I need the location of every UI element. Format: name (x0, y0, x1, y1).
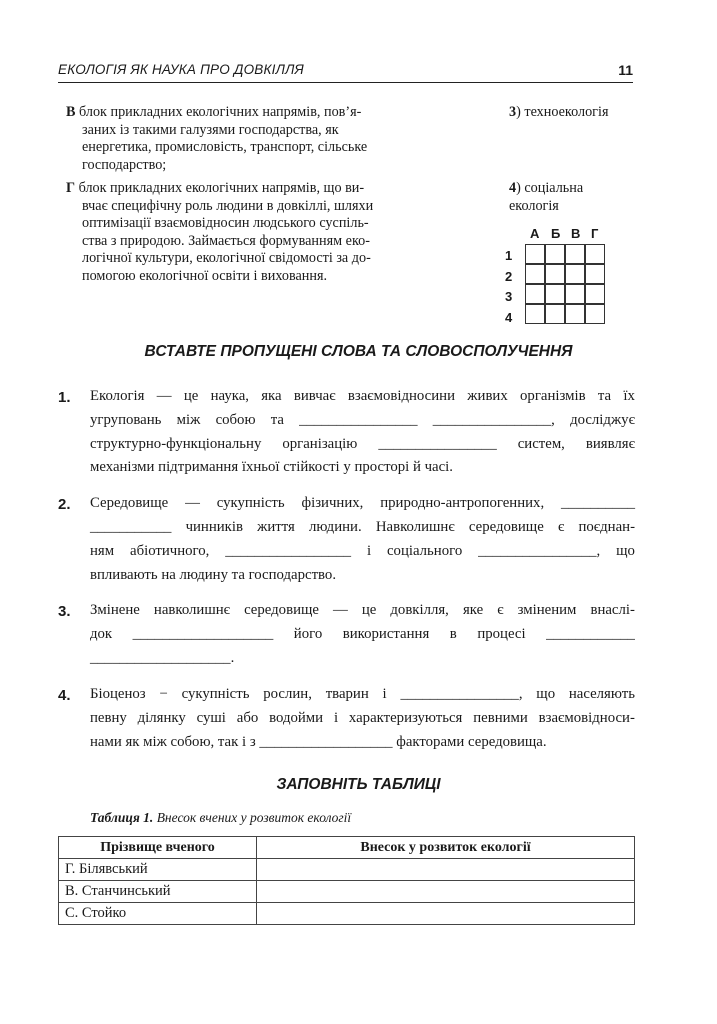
option-g-line: помогою екологічної освіти і виховання. (82, 267, 328, 284)
question-number: 3. (58, 603, 71, 620)
question-line: впливають на людину та господарство. (90, 567, 337, 583)
grid-row-label: 2 (505, 269, 513, 284)
page-number: 11 (618, 62, 633, 78)
grid-cell[interactable] (545, 244, 565, 264)
question-line: Екологія — це наука, яка вивчає взаємовідносини живих організмів та їх (90, 388, 635, 404)
table-caption-label: Таблиця 1. (90, 810, 154, 825)
question-line: механізми підтримання їхньої стійкості у просторі й часі. (90, 459, 453, 475)
grid-cell[interactable] (545, 304, 565, 324)
grid-col-label: В (571, 226, 581, 241)
option-g-line: вчає специфічну роль людини в довкіллі, шляхи (82, 197, 374, 214)
contribution-table (58, 836, 635, 925)
question-line: певну ділянку суші або водойми і характеризуються певними взаємовідноси- (90, 710, 635, 726)
option-g-line: логічної культури, екологічної свідомості за до- (82, 250, 371, 266)
option-v-line: В блок прикладних екологічних напрямів, пов’я- (66, 104, 362, 120)
question-line: Біоценоз − сукупність рослин, тварин і ________________, що населяють (90, 686, 635, 702)
contribution-cell[interactable] (257, 859, 635, 881)
grid-cell[interactable] (525, 264, 545, 284)
grid-cell[interactable] (585, 264, 605, 284)
option-g-line: Г блок прикладних екологічних напрямів, що ви- (66, 180, 365, 196)
section-title-fill-in: ВСТАВТЕ ПРОПУЩЕНІ СЛОВА ТА СЛОВОСПОЛУЧЕННЯ (144, 343, 573, 360)
option-number: 4 (509, 180, 517, 196)
question-line: ___________________. (90, 650, 235, 666)
scientist-name-cell: В. Станчинський (59, 881, 257, 903)
option-4-line: екологія (509, 197, 559, 214)
grid-cell[interactable] (565, 304, 585, 324)
option-4 (509, 180, 639, 215)
option-g-line: ства з природою. Займається формуванням еко- (82, 232, 370, 249)
table-header-cell: Прізвище вченого (59, 837, 257, 859)
grid-col-label: Б (551, 226, 561, 241)
question-line: ням абіотичного, _________________ і соціального ________________, що (90, 543, 635, 559)
grid-cell[interactable] (545, 264, 565, 284)
grid-cell[interactable] (565, 284, 585, 304)
question-line: ___________ чинників життя людини. Навколишнє середовище є поєднан- (90, 519, 635, 535)
grid-cell[interactable] (585, 304, 605, 324)
question-line: Змінене навколишнє середовище — це довкілля, яке є зміненим внаслі- (90, 602, 635, 618)
section-title-tables: ЗАПОВНІТЬ ТАБЛИЦІ (276, 776, 441, 793)
option-number: 3 (509, 104, 517, 120)
grid-cell[interactable] (565, 264, 585, 284)
question-number: 1. (58, 389, 71, 406)
option-letter: В (66, 104, 76, 120)
scientist-name-cell: С. Стойко (59, 903, 257, 925)
grid-col-label: Г (591, 226, 599, 241)
option-g-line: оптимізації взаємовідносин людського суспіль- (82, 215, 369, 231)
table-row (59, 881, 635, 903)
option-3-line: 3) техноекологія (509, 104, 609, 120)
option-v-line: заних із такими галузями господарства, як (82, 121, 339, 138)
grid-cell[interactable] (525, 284, 545, 304)
grid-cell[interactable] (525, 244, 545, 264)
question-number: 4. (58, 687, 71, 704)
question-line: угруповань між собою та ________________ ________________, досліджує (90, 412, 635, 428)
option-v-line: енергетика, промисловість, транспорт, сільське (82, 139, 368, 155)
grid-cell[interactable] (585, 284, 605, 304)
option-4-line: 4) соціальна (509, 180, 584, 196)
table-row (59, 903, 635, 925)
grid-row-label: 1 (505, 248, 513, 263)
grid-cell[interactable] (525, 304, 545, 324)
table-header-cell: Внесок у розвиток екології (257, 837, 635, 859)
grid-cell[interactable] (545, 284, 565, 304)
running-header-title: ЕКОЛОГІЯ ЯК НАУКА ПРО ДОВКІЛЛЯ (58, 62, 304, 77)
contribution-cell[interactable] (257, 903, 635, 925)
grid-cell[interactable] (585, 244, 605, 264)
option-letter: Г (66, 180, 76, 196)
grid-row-label: 4 (505, 310, 513, 325)
table-row (59, 859, 635, 881)
grid-row-label: 3 (505, 289, 513, 304)
scientist-name-cell: Г. Білявський (59, 859, 257, 881)
option-g (66, 180, 414, 285)
option-3 (509, 104, 639, 122)
running-header (58, 60, 633, 83)
question-line: нами як між собою, так і з __________________ факторами середовища. (90, 734, 547, 750)
question-line: Середовище — сукупність фізичних, природно-антропогенних, __________ (90, 495, 635, 511)
option-v-line: господарство; (82, 156, 167, 173)
grid-cell[interactable] (565, 244, 585, 264)
option-v (66, 104, 414, 174)
table-header-row (59, 837, 635, 859)
contribution-cell[interactable] (257, 881, 635, 903)
table-caption-text: Внесок вчених у розвиток екології (156, 810, 352, 825)
question-line: структурно-функціональну організацію ________________ систем, виявляє (90, 436, 635, 452)
grid-col-label: А (530, 226, 540, 241)
table-caption (90, 810, 351, 826)
question-line: док ___________________ його використання в процесі ____________ (90, 626, 635, 642)
question-number: 2. (58, 496, 71, 513)
